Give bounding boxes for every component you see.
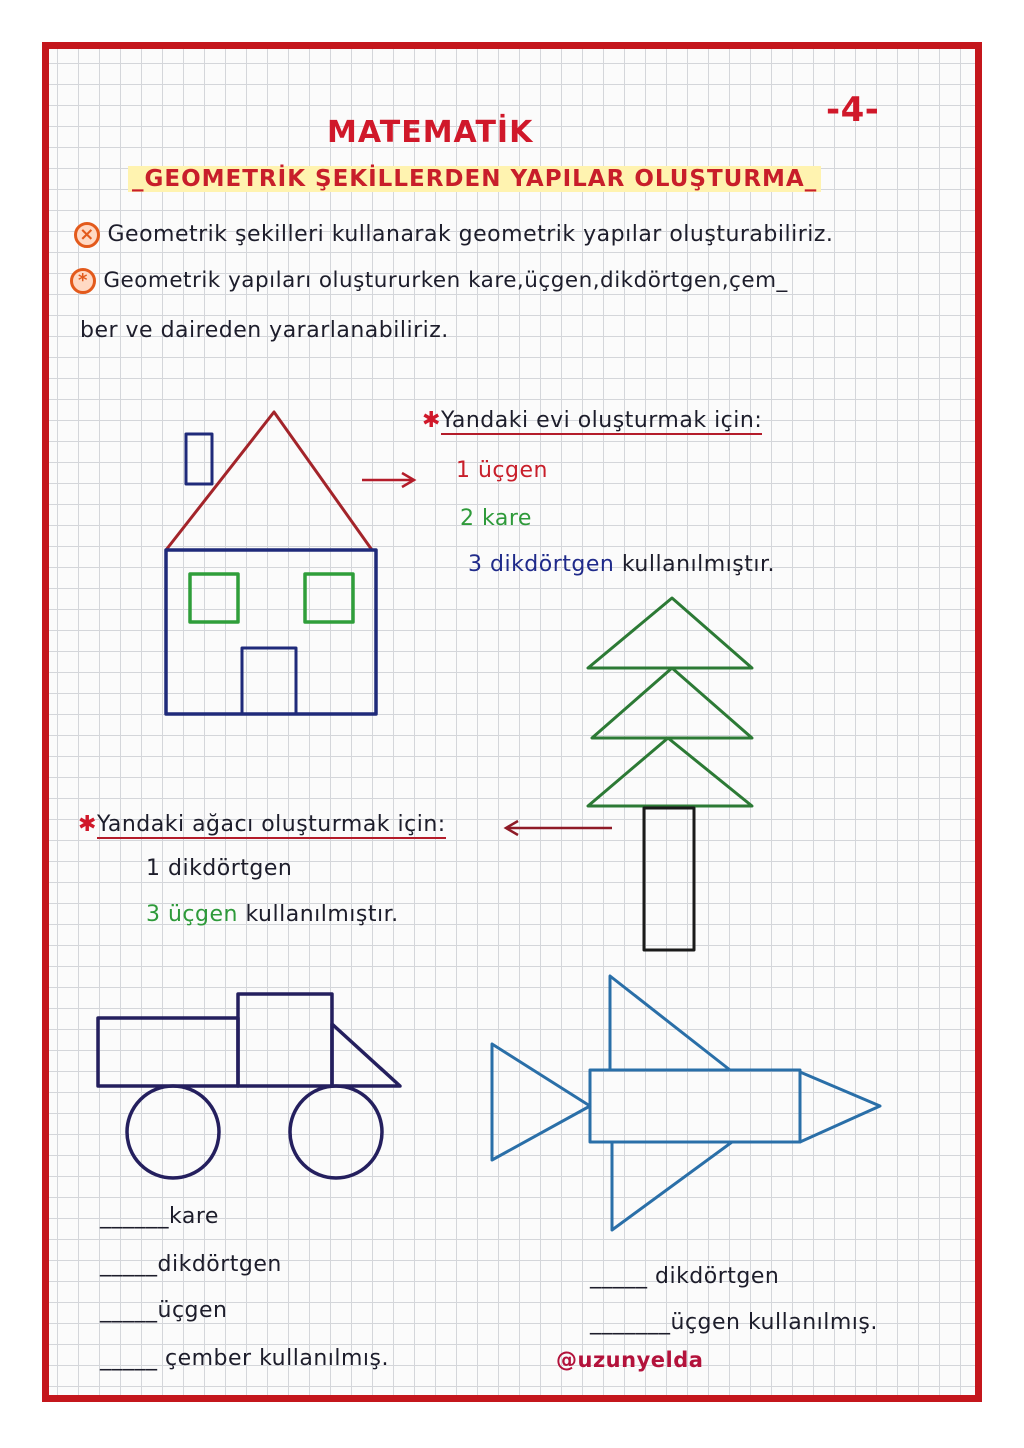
house-item-rectangle-count: 3 dikdörtgen: [468, 552, 615, 577]
plane-body-rectangle: [590, 1070, 800, 1142]
plane-upper-wing-triangle: [610, 976, 730, 1070]
house-item-square: 2 kare: [460, 506, 532, 531]
truck-blank-square: ______kare: [100, 1204, 219, 1229]
worksheet-subtitle: _GEOMETRİK ŞEKİLLERDEN YAPILAR OLUŞTURMA_: [128, 166, 821, 192]
truck-cab-square: [238, 994, 332, 1086]
truck-blank-rectangle: _____dikdörtgen: [100, 1252, 282, 1277]
arrow-icon: [506, 821, 612, 835]
tree-item-suffix: kullanılmıştır.: [245, 902, 399, 927]
door-rectangle: [242, 648, 296, 714]
truck-drawing: [98, 994, 400, 1178]
tree-triangle-bottom: [588, 738, 752, 806]
page-title: MATEMATİK: [327, 115, 534, 150]
chimney-rectangle: [186, 434, 212, 484]
house-item-triangle: 1 üçgen: [456, 458, 548, 483]
truck-body-rectangle: [98, 1018, 238, 1086]
plane-nose-triangle: [800, 1072, 880, 1142]
truck-blank-circle-line: _____: [100, 1346, 158, 1371]
house-drawing: [166, 412, 376, 714]
window-square-left: [190, 574, 238, 622]
truck-front-triangle: [332, 1024, 400, 1086]
author-credit: @uzunyelda: [556, 1348, 704, 1372]
tree-triangle-top: [588, 598, 752, 668]
star-icon: ✱: [78, 812, 97, 837]
truck-blank-circle-text: çember kullanılmış.: [165, 1346, 389, 1371]
window-square-right: [305, 574, 353, 622]
truck-wheel-left: [127, 1086, 219, 1178]
star-icon: ✱: [422, 408, 441, 433]
tree-item-rectangle: 1 dikdörtgen: [146, 856, 293, 881]
house-heading-text: Yandaki evi oluşturmak için:: [440, 408, 763, 433]
bullet-icon: ×: [74, 222, 100, 248]
truck-blank-triangle: _____üçgen: [100, 1298, 228, 1323]
bullet-icon: *: [70, 268, 96, 294]
page-number: -4-: [826, 90, 880, 130]
truck-wheel-right: [290, 1086, 382, 1178]
plane-blank-rectangle: _____ dikdörtgen: [590, 1264, 780, 1289]
intro-line-3: ber ve daireden yararlanabiliriz.: [80, 318, 449, 343]
tree-drawing: [588, 598, 752, 950]
intro-text-2: Geometrik yapıları oluştururken kare,üçgen,dikdörtgen,çem_: [103, 268, 788, 293]
plane-lower-wing-triangle: [612, 1142, 732, 1230]
plane-tail-triangle: [492, 1044, 590, 1160]
intro-text-1: Geometrik şekilleri kullanarak geometrik yapılar oluşturabiliriz.: [107, 222, 834, 247]
plane-drawing: [492, 976, 880, 1230]
tree-heading-text: Yandaki ağacı oluşturmak için:: [96, 812, 446, 837]
house-item-suffix: kullanılmıştır.: [621, 552, 776, 577]
tree-item-triangle-count: 3 üçgen: [146, 902, 238, 927]
trunk-rectangle: [644, 808, 694, 950]
plane-blank-triangle: _______üçgen kullanılmış.: [590, 1310, 878, 1335]
tree-triangle-middle: [592, 668, 752, 738]
arrow-icon: [362, 473, 414, 487]
